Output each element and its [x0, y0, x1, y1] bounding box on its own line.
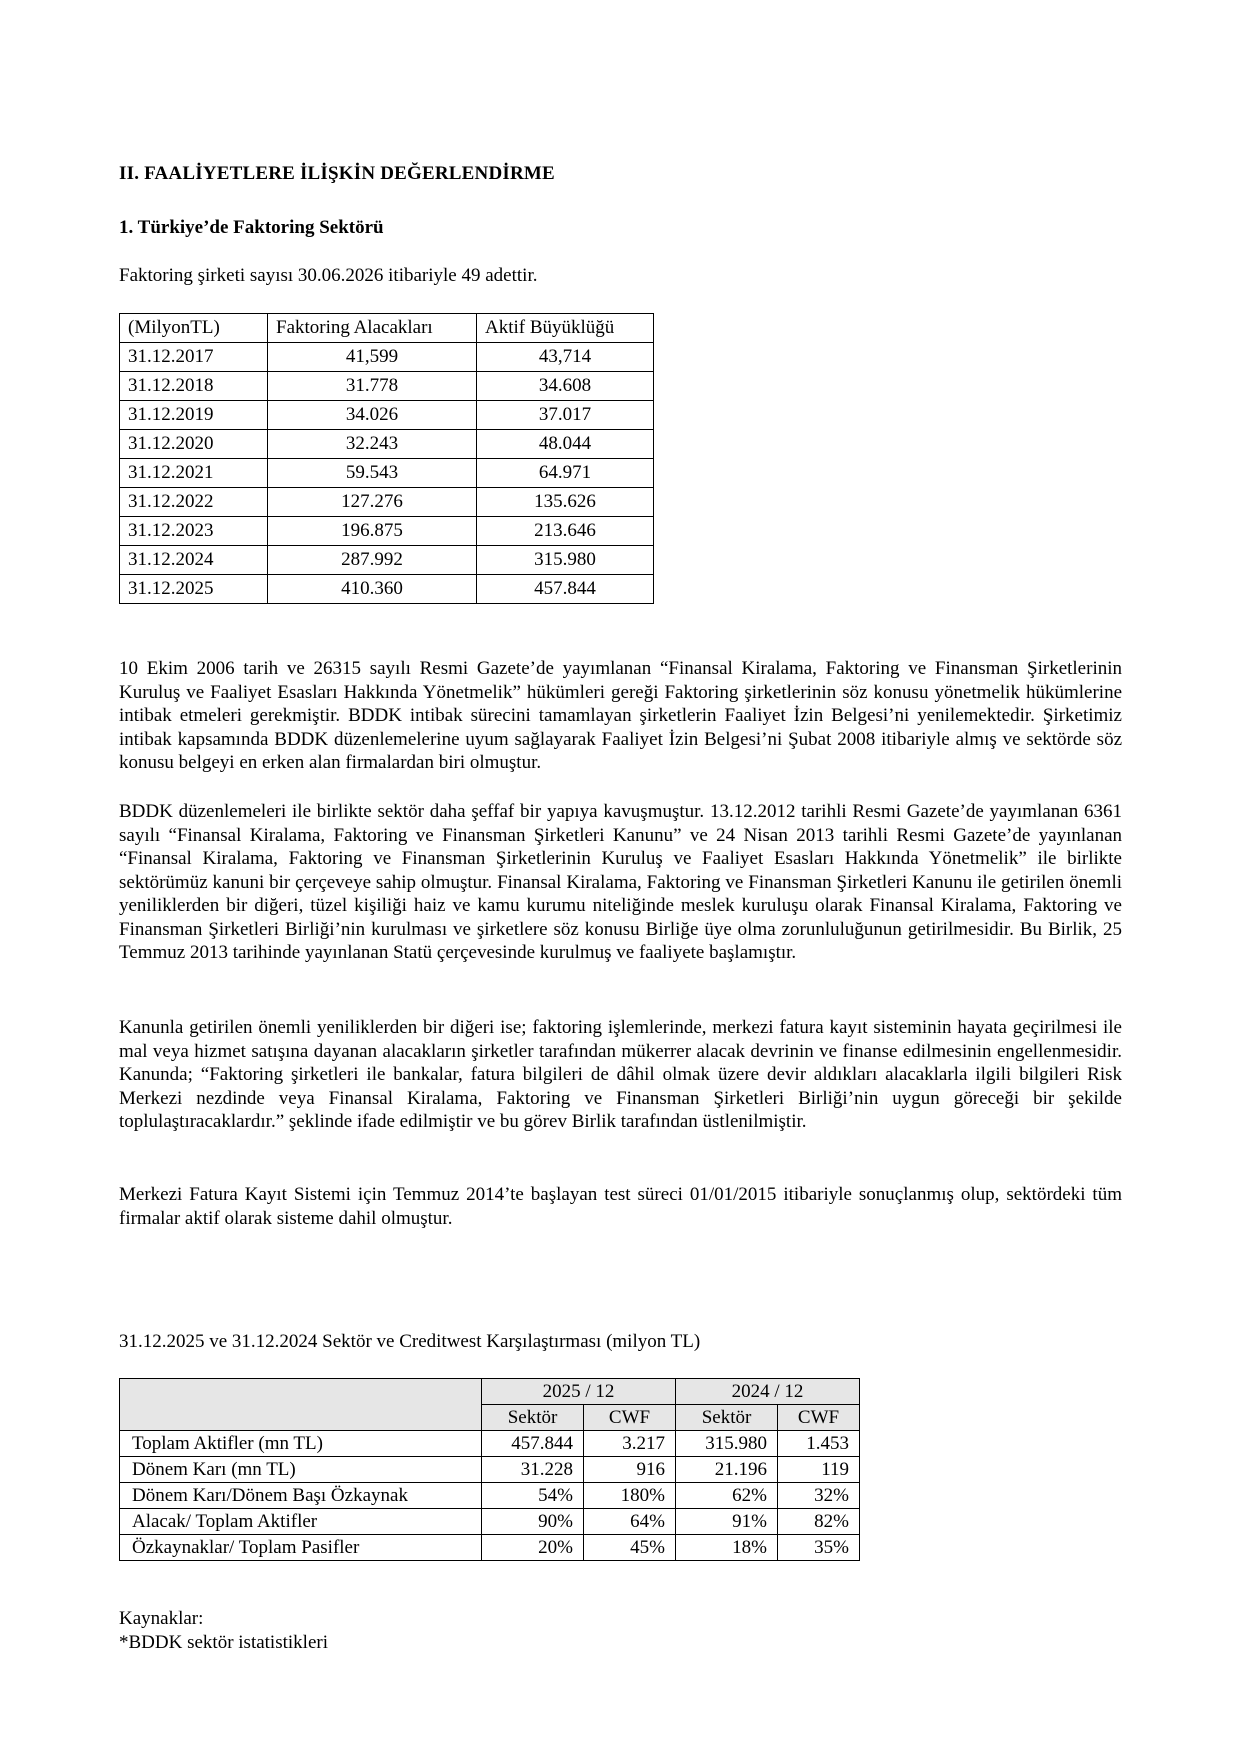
value-cell: 82% — [778, 1509, 860, 1535]
table-header-row — [120, 1379, 860, 1405]
table-row — [120, 1509, 860, 1535]
table-row — [120, 1483, 860, 1509]
section-title: II. FAALİYETLERE İLİŞKİN DEĞERLENDİRME — [119, 163, 555, 184]
table-row — [120, 430, 654, 459]
value-cell: 35% — [778, 1535, 860, 1561]
intro-text: Faktoring şirketi sayısı 30.06.2026 itibariyle 49 adettir. — [119, 265, 538, 286]
table-row — [120, 372, 654, 401]
value-cell: 180% — [584, 1483, 676, 1509]
value-cell: 54% — [482, 1483, 584, 1509]
sources-item: *BDDK sektör istatistikleri — [119, 1632, 328, 1653]
period-header: 2024 / 12 — [676, 1379, 860, 1405]
value-cell: 20% — [482, 1535, 584, 1561]
table-row — [120, 1535, 860, 1561]
metric-label: Dönem Karı (mn TL) — [120, 1457, 482, 1483]
sources-label: Kaynaklar: — [119, 1608, 204, 1629]
receivables-cell: 196.875 — [268, 517, 477, 546]
date-cell: 31.12.2024 — [120, 546, 268, 575]
value-cell: 119 — [778, 1457, 860, 1483]
factoring-sector-table — [119, 313, 654, 604]
value-cell: 90% — [482, 1509, 584, 1535]
paragraph-invoice-system: Kanunla getirilen önemli yeniliklerden bir diğeri ise; faktoring işlemlerinde, merkezi fatura kayıt sisteminin hayata geçirilmesi ile mal veya hizmet satışına dayanan alacakların şirketler tarafından mükerrer alacak devrinin ve finanse edilmesinin engellenmesidir. Kanunda; “Faktoring şirketleri ile bankalar, fatura bilgileri de dâhil olmak üzere devir aldıkları alacaklarla ilgili bilgileri Risk Merkezi nezdinde veya Finansal Kiralama, Faktoring ve Finansman Şirketleri Birliği’nin uygun göreceği bir şekilde toplulaştıracaklardır.” şeklinde ifade edilmiştir ve bu görev Birlik tarafından üstlenilmiştir. — [119, 1017, 1122, 1132]
metric-label: Toplam Aktifler (mn TL) — [120, 1431, 482, 1457]
receivables-cell: 32.243 — [268, 430, 477, 459]
date-cell: 31.12.2017 — [120, 343, 268, 372]
metric-label: Dönem Karı/Dönem Başı Özkaynak — [120, 1483, 482, 1509]
subsection-title: 1. Türkiye’de Faktoring Sektörü — [119, 217, 384, 238]
table-row — [120, 575, 654, 604]
table-header-cell: (MilyonTL) — [120, 314, 268, 343]
column-header: CWF — [778, 1405, 860, 1431]
receivables-cell: 41,599 — [268, 343, 477, 372]
table-header-row — [120, 314, 654, 343]
value-cell: 45% — [584, 1535, 676, 1561]
table-row — [120, 459, 654, 488]
value-cell: 916 — [584, 1457, 676, 1483]
table-row — [120, 1431, 860, 1457]
value-cell: 3.217 — [584, 1431, 676, 1457]
paragraph-bddk: BDDK düzenlemeleri ile birlikte sektör daha şeffaf bir yapıya kavuşmuştur. 13.12.2012 tarihli Resmi Gazete’de yayımlanan 6361 sayılı “Finansal Kiralama, Faktoring ve Finansman Şirketleri Kanunu” ve 24 Nisan 2013 tarihli Resmi Gazete’de yayınlanan “Finansal Kiralama, Faktoring ve Finansman Şirketlerinin Kuruluş ve Faaliyet Esasları Hakkında Yönetmelik” ile birlikte sektörümüz kanuni bir çerçeveye sahip olmuştur. Finansal Kiralama, Faktoring ve Finansman Şirketleri Kanunu ile getirilen önemli yeniliklerden bir diğeri, tüzel kişiliği haiz ve kamu kurumu niteliğinde meslek kuruluşu olarak Finansal Kiralama, Faktoring ve Finansman Şirketleri Birliği’nin kurulması ve şirketlere söz konusu Birliğe üye olma zorunluluğunun getirilmesidir. Bu Birlik, 25 Temmuz 2013 tarihinde yayınlanan Statü çerçevesinde kurulmuş ve faaliyete başlamıştır. — [119, 801, 1122, 963]
receivables-cell: 287.992 — [268, 546, 477, 575]
table-row — [120, 401, 654, 430]
period-header: 2025 / 12 — [482, 1379, 676, 1405]
value-cell: 31.228 — [482, 1457, 584, 1483]
metric-label: Özkaynaklar/ Toplam Pasifler — [120, 1535, 482, 1561]
sources-block — [119, 1607, 328, 1655]
table-header-cell — [120, 1379, 482, 1431]
table-row — [120, 546, 654, 575]
date-cell: 31.12.2021 — [120, 459, 268, 488]
receivables-cell: 59.543 — [268, 459, 477, 488]
table-header-cell: Faktoring Alacakları — [268, 314, 477, 343]
column-header: Sektör — [676, 1405, 778, 1431]
assets-cell: 213.646 — [477, 517, 654, 546]
assets-cell: 48.044 — [477, 430, 654, 459]
value-cell: 64% — [584, 1509, 676, 1535]
value-cell: 457.844 — [482, 1431, 584, 1457]
assets-cell: 457.844 — [477, 575, 654, 604]
assets-cell: 34.608 — [477, 372, 654, 401]
receivables-cell: 410.360 — [268, 575, 477, 604]
receivables-cell: 127.276 — [268, 488, 477, 517]
date-cell: 31.12.2020 — [120, 430, 268, 459]
column-header: CWF — [584, 1405, 676, 1431]
metric-label: Alacak/ Toplam Aktifler — [120, 1509, 482, 1535]
assets-cell: 37.017 — [477, 401, 654, 430]
date-cell: 31.12.2023 — [120, 517, 268, 546]
value-cell: 91% — [676, 1509, 778, 1535]
table-row — [120, 488, 654, 517]
paragraph-test-process: Merkezi Fatura Kayıt Sistemi için Temmuz 2014’te başlayan test süreci 01/01/2015 itibariyle sonuçlanmış olup, sektördeki tüm firmalar aktif olarak sisteme dahil olmuştur. — [119, 1184, 1122, 1229]
value-cell: 1.453 — [778, 1431, 860, 1457]
table-row — [120, 1457, 860, 1483]
date-cell: 31.12.2018 — [120, 372, 268, 401]
assets-cell: 135.626 — [477, 488, 654, 517]
receivables-cell: 34.026 — [268, 401, 477, 430]
assets-cell: 64.971 — [477, 459, 654, 488]
assets-cell: 315.980 — [477, 546, 654, 575]
assets-cell: 43,714 — [477, 343, 654, 372]
value-cell: 315.980 — [676, 1431, 778, 1457]
value-cell: 21.196 — [676, 1457, 778, 1483]
value-cell: 32% — [778, 1483, 860, 1509]
table-row — [120, 517, 654, 546]
column-header: Sektör — [482, 1405, 584, 1431]
comparison-caption: 31.12.2025 ve 31.12.2024 Sektör ve Creditwest Karşılaştırması (milyon TL) — [119, 1331, 701, 1352]
value-cell: 18% — [676, 1535, 778, 1561]
table-row — [120, 343, 654, 372]
value-cell: 62% — [676, 1483, 778, 1509]
date-cell: 31.12.2022 — [120, 488, 268, 517]
receivables-cell: 31.778 — [268, 372, 477, 401]
date-cell: 31.12.2019 — [120, 401, 268, 430]
date-cell: 31.12.2025 — [120, 575, 268, 604]
sector-comparison-table — [119, 1378, 860, 1561]
table-header-cell: Aktif Büyüklüğü — [477, 314, 654, 343]
paragraph-regulation: 10 Ekim 2006 tarih ve 26315 sayılı Resmi Gazete’de yayımlanan “Finansal Kiralama, Faktoring ve Finansman Şirketlerinin Kuruluş ve Faaliyet Esasları Hakkında Yönetmelik” hükümleri gereği Faktoring şirketlerinin söz konusu yönetmelik hükümlerine intibak etmeleri gerekmiştir. BDDK intibak sürecini tamamlayan şirketlerin Faaliyet İzin Belgesi’ni yenilemektedir. Şirketimiz intibak kapsamında BDDK düzenlemelerine uyum sağlayarak Faaliyet İzin Belgesi’ni Şubat 2008 itibariyle almış ve sektörde söz konusu belgeyi en erken alan firmalardan biri olmuştur. — [119, 658, 1122, 773]
